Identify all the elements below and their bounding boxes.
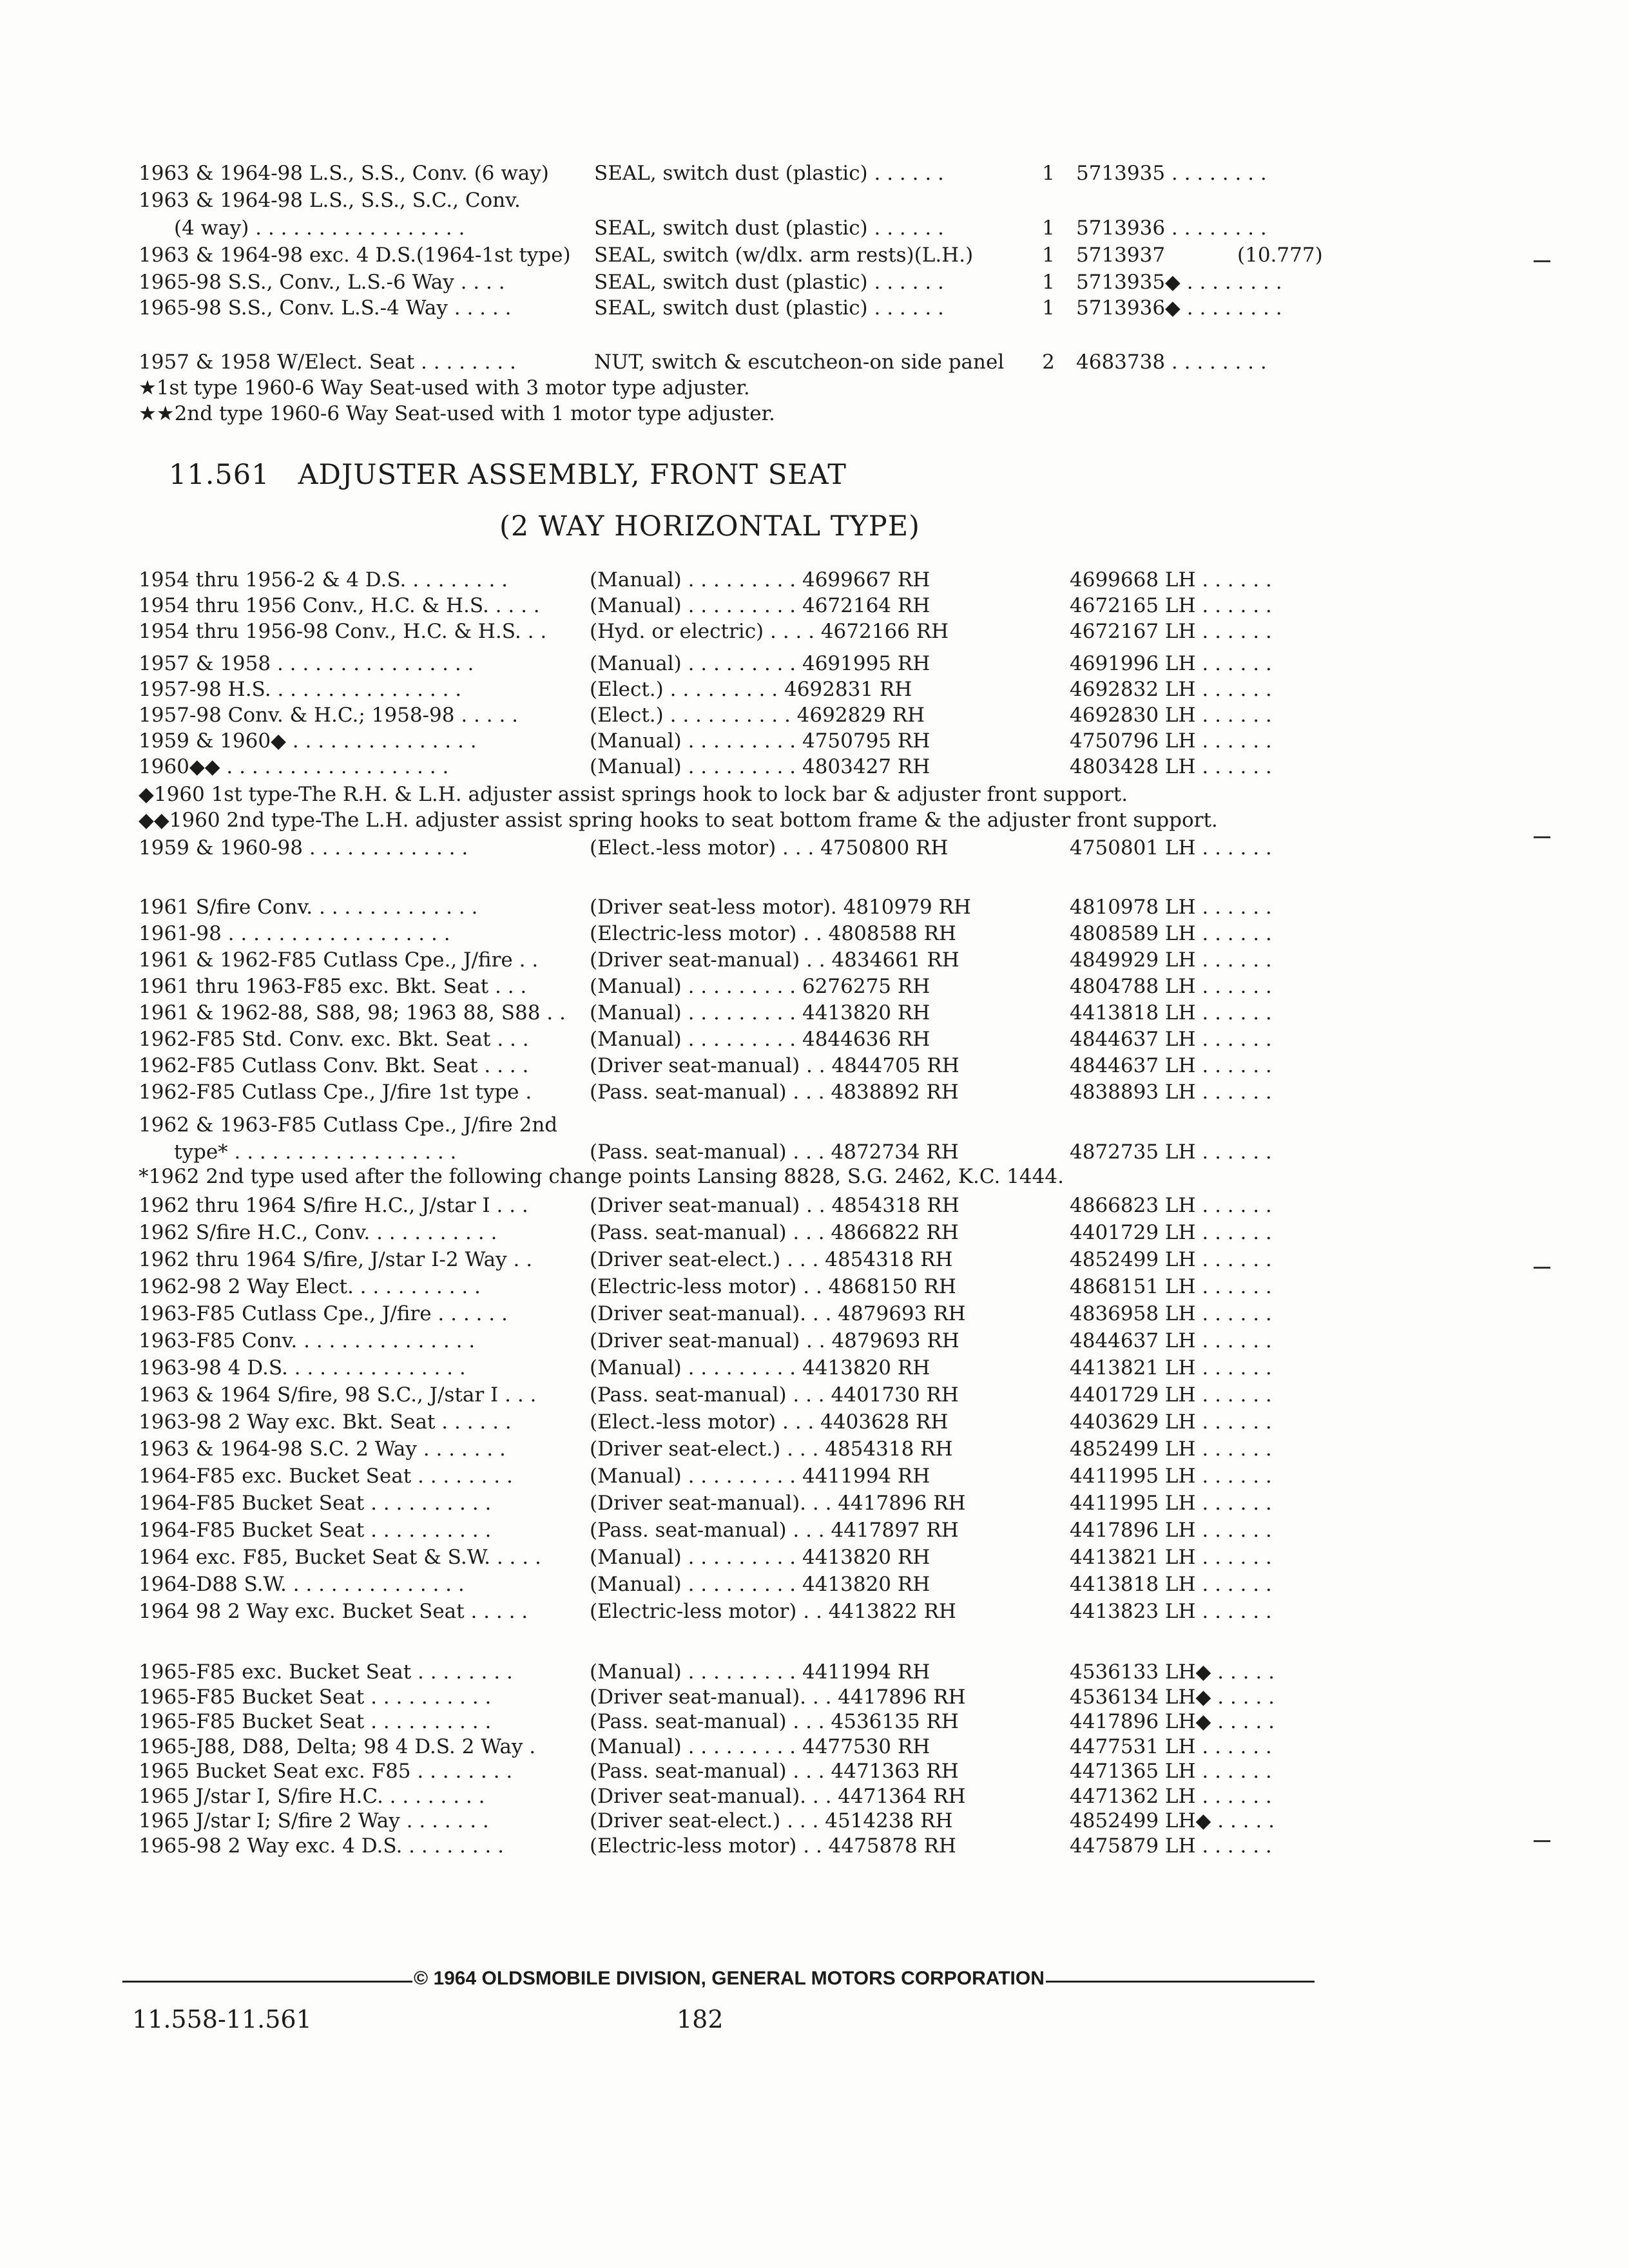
rh-part: (Manual) . . . . . . . . . 4413820 RH [590,1546,930,1569]
description: NUT, switch & escutcheon-on side panel [594,351,1005,374]
application: 1962 thru 1964 S/fire, J/star I-2 Way . . [139,1248,533,1271]
section-subtitle: (2 WAY HORIZONTAL TYPE) [499,510,920,543]
quantity: 1 [1042,216,1055,240]
rh-part: (Pass. seat-manual) . . . 4536135 RH [590,1710,959,1733]
rh-part: (Driver seat-manual). . . 4417896 RH [590,1685,966,1709]
lh-part: 4417896 LH◆ . . . . . [1070,1710,1275,1733]
lh-part: 4536133 LH◆ . . . . . [1070,1660,1275,1684]
lh-part: 4810978 LH . . . . . . [1070,896,1272,919]
lh-part: 4808589 LH . . . . . . [1070,922,1272,945]
rh-part: (Driver seat-manual) . . 4844705 RH [590,1054,959,1077]
lh-part: 4471362 LH . . . . . . [1070,1784,1272,1808]
lh-part: 4852499 LH . . . . . . [1070,1248,1272,1271]
application: 1963-F85 Cutlass Cpe., J/fire . . . . . . [139,1302,508,1325]
rh-part: (Driver seat-manual). . . 4417896 RH [590,1492,966,1515]
rh-part: (Electric-less motor) . . 4808588 RH [590,922,956,945]
rh-part: (Manual) . . . . . . . . . 4750795 RH [590,729,930,753]
lh-part: 4804788 LH . . . . . . [1070,975,1272,998]
application: 1965-F85 Bucket Seat . . . . . . . . . . [139,1710,492,1733]
application: 1965-98 S.S., Conv. L.S.-4 Way . . . . . [139,296,512,320]
quantity: 1 [1042,162,1055,185]
application: 1964 98 2 Way exc. Bucket Seat . . . . . [139,1600,528,1623]
application: 1957-98 Conv. & H.C.; 1958-98 . . . . . [139,704,519,727]
rh-part: (Manual) . . . . . . . . . 4844636 RH [590,1028,930,1051]
rh-part: (Manual) . . . . . . . . . 4691995 RH [590,652,930,675]
application: 1964-F85 Bucket Seat . . . . . . . . . . [139,1492,492,1515]
lh-part: 4411995 LH . . . . . . [1070,1492,1272,1515]
rh-part: (Driver seat-less motor). 4810979 RH [590,896,971,919]
rh-part: (Driver seat-manual). . . 4879693 RH [590,1302,966,1325]
part-number: 5713935◆ . . . . . . . . [1076,271,1282,294]
application: 1962-F85 Cutlass Conv. Bkt. Seat . . . . [139,1054,529,1077]
margin-mark [1534,1840,1550,1842]
lh-part: 4401729 LH . . . . . . [1070,1383,1272,1407]
rh-part: (Driver seat-elect.) . . . 4854318 RH [590,1437,953,1461]
application: 1965-J88, D88, Delta; 98 4 D.S. 2 Way . [139,1735,536,1758]
application: 1957-98 H.S. . . . . . . . . . . . . . . . [139,678,462,701]
application: 1964 exc. F85, Bucket Seat & S.W. . . . . [139,1546,541,1569]
part-number: 4683738 . . . . . . . . [1076,351,1267,374]
rh-part: (Driver seat-manual) . . 4854318 RH [590,1194,959,1217]
description: SEAL, switch dust (plastic) . . . . . . [594,296,944,320]
application: 1954 thru 1956 Conv., H.C. & H.S. . . . . [139,594,540,617]
lh-part: 4413818 LH . . . . . . [1070,1001,1272,1024]
application: 1954 thru 1956-98 Conv., H.C. & H.S. . . [139,620,547,643]
lh-part: 4852499 LH◆ . . . . . [1070,1809,1275,1832]
lh-part: 4403629 LH . . . . . . [1070,1410,1272,1434]
description: SEAL, switch dust (plastic) . . . . . . [594,216,944,240]
application: 1965-F85 Bucket Seat . . . . . . . . . . [139,1685,492,1709]
application: 1964-F85 exc. Bucket Seat . . . . . . . . [139,1465,513,1488]
lh-part: 4411995 LH . . . . . . [1070,1465,1272,1488]
application: 1965-F85 exc. Bucket Seat . . . . . . . . [139,1660,513,1684]
copyright-notice: © 1964 OLDSMOBILE DIVISION, GENERAL MOTORS CORPORATION [414,1968,1045,1989]
application: 1963 & 1964-98 L.S., S.S., Conv. (6 way) [139,162,549,185]
section-range: 11.558-11.561 [132,2005,312,2033]
application: 1954 thru 1956-2 & 4 D.S. . . . . . . . . [139,568,508,591]
application: 1963-98 2 Way exc. Bkt. Seat . . . . . . [139,1410,512,1434]
rh-part: (Elect.-less motor) . . . 4750800 RH [590,836,949,860]
application: 1964-D88 S.W. . . . . . . . . . . . . . . [139,1573,465,1596]
lh-part: 4852499 LH . . . . . . [1070,1437,1272,1461]
rh-part: (Pass. seat-manual) . . . 4417897 RH [590,1519,959,1542]
rh-part: (Manual) . . . . . . . . . 4411994 RH [590,1660,930,1684]
application: 1964-F85 Bucket Seat . . . . . . . . . . [139,1519,492,1542]
lh-part: 4471365 LH . . . . . . [1070,1760,1272,1783]
lh-part: 4475879 LH . . . . . . [1070,1834,1272,1858]
footnote: ◆1960 1st type-The R.H. & L.H. adjuster assist springs hook to lock bar & adjuster front support. [139,783,1128,806]
page-number: 182 [677,2005,724,2033]
rh-part: (Driver seat-elect.) . . . 4514238 RH [590,1809,953,1832]
part-number: 5713935 . . . . . . . . [1076,162,1267,185]
application: 1962 thru 1964 S/fire H.C., J/star I . . . [139,1194,528,1217]
lh-part: 4672165 LH . . . . . . [1070,594,1272,617]
rh-part: (Driver seat-manual) . . 4834661 RH [590,948,959,972]
lh-part: 4844637 LH . . . . . . [1070,1028,1272,1051]
section-title: ADJUSTER ASSEMBLY, FRONT SEAT [298,459,847,491]
rh-part: (Pass. seat-manual) . . . 4838892 RH [590,1081,959,1104]
rh-part: (Pass. seat-manual) . . . 4872734 RH [590,1140,959,1164]
lh-part: 4691996 LH . . . . . . [1070,652,1272,675]
application: 1961 & 1962-88, S88, 98; 1963 88, S88 . . [139,1001,566,1024]
lh-part: 4672167 LH . . . . . . [1070,620,1272,643]
lh-part: 4413818 LH . . . . . . [1070,1573,1272,1596]
application: 1959 & 1960◆ . . . . . . . . . . . . . . . [139,729,477,753]
application: 1961-98 . . . . . . . . . . . . . . . . . . [139,922,450,945]
rh-part: (Manual) . . . . . . . . . 4413820 RH [590,1356,930,1379]
description: SEAL, switch dust (plastic) . . . . . . [594,271,944,294]
application: 1962 S/fire H.C., Conv. . . . . . . . . . . [139,1221,497,1244]
lh-part: 4844637 LH . . . . . . [1070,1054,1272,1077]
description: SEAL, switch dust (plastic) . . . . . . [594,162,944,185]
footnote: ◆◆1960 2nd type-The L.H. adjuster assist spring hooks to seat bottom frame & the adjuster front support. [139,809,1218,832]
quantity: 2 [1042,351,1055,374]
lh-part: 4417896 LH . . . . . . [1070,1519,1272,1542]
lh-part: 4836958 LH . . . . . . [1070,1302,1272,1325]
lh-part: 4844637 LH . . . . . . [1070,1329,1272,1352]
application: 1963-98 4 D.S. . . . . . . . . . . . . . . [139,1356,466,1379]
margin-mark [1534,1267,1550,1269]
rh-part: (Electric-less motor) . . 4475878 RH [590,1834,956,1858]
application: 1961 thru 1963-F85 exc. Bkt. Seat . . . [139,975,527,998]
lh-part: 4838893 LH . . . . . . [1070,1081,1272,1104]
rh-part: (Manual) . . . . . . . . . 4413820 RH [590,1001,930,1024]
rh-part: (Pass. seat-manual) . . . 4401730 RH [590,1383,959,1407]
application: 1959 & 1960-98 . . . . . . . . . . . . . [139,836,468,860]
lh-part: 4849929 LH . . . . . . [1070,948,1272,972]
rh-part: (Manual) . . . . . . . . . 4411994 RH [590,1465,930,1488]
rh-part: (Electric-less motor) . . 4868150 RH [590,1275,956,1298]
rh-part: (Manual) . . . . . . . . . 4803427 RH [590,755,930,778]
rh-part: (Pass. seat-manual) . . . 4471363 RH [590,1760,959,1783]
lh-part: 4692830 LH . . . . . . [1070,704,1272,727]
lh-part: 4413821 LH . . . . . . [1070,1356,1272,1379]
application: 1965-98 S.S., Conv., L.S.-6 Way . . . . [139,271,505,294]
application: 1963 & 1964 S/fire, 98 S.C., J/star I . . . [139,1383,537,1407]
rh-part: (Manual) . . . . . . . . . 6276275 RH [590,975,930,998]
application: 1965 J/star I, S/fire H.C. . . . . . . . . [139,1784,485,1808]
footnote: *1962 2nd type used after the following change points Lansing 8828, S.G. 2462, K.C. 1444. [139,1165,1064,1188]
application: 1962 & 1963-F85 Cutlass Cpe., J/fire 2nd [139,1113,558,1137]
lh-part: 4477531 LH . . . . . . [1070,1735,1272,1758]
part-number: 5713936 . . . . . . . . [1076,216,1267,240]
footnote: ★1st type 1960-6 Way Seat-used with 3 motor type adjuster. [139,376,750,399]
application: 1963 & 1964-98 L.S., S.S., S.C., Conv. [139,189,521,212]
application: 1965 Bucket Seat exc. F85 . . . . . . . . [139,1760,513,1783]
application: 1962-F85 Cutlass Cpe., J/fire 1st type . [139,1081,532,1104]
application: 1961 & 1962-F85 Cutlass Cpe., J/fire . . [139,948,539,972]
application: 1957 & 1958 W/Elect. Seat . . . . . . . . [139,351,516,374]
rh-part: (Manual) . . . . . . . . . 4672164 RH [590,594,930,617]
lh-part: 4872735 LH . . . . . . [1070,1140,1272,1164]
margin-mark [1534,836,1550,838]
application: 1962-98 2 Way Elect. . . . . . . . . . . [139,1275,481,1298]
margin-mark [1534,260,1550,262]
rh-part: (Pass. seat-manual) . . . 4866822 RH [590,1221,959,1244]
lh-part: 4750796 LH . . . . . . [1070,729,1272,753]
application: 1962-F85 Std. Conv. exc. Bkt. Seat . . . [139,1028,529,1051]
rh-part: (Manual) . . . . . . . . . 4477530 RH [590,1735,930,1758]
quantity: 1 [1042,271,1055,294]
application: 1965 J/star I; S/fire 2 Way . . . . . . . [139,1809,489,1832]
rh-part: (Electric-less motor) . . 4413822 RH [590,1600,956,1623]
lh-part: 4692832 LH . . . . . . [1070,678,1272,701]
lh-part: 4803428 LH . . . . . . [1070,755,1272,778]
application: type* . . . . . . . . . . . . . . . . . . [174,1140,457,1164]
part-number: 5713937 [1076,244,1166,267]
application: (4 way) . . . . . . . . . . . . . . . . . [174,216,465,240]
description: SEAL, switch (w/dlx. arm rests)(L.H.) [594,244,974,267]
rh-part: (Driver seat-manual) . . 4879693 RH [590,1329,959,1352]
application: 1960◆◆ . . . . . . . . . . . . . . . . . . [139,755,449,778]
lh-part: 4699668 LH . . . . . . [1070,568,1272,591]
lh-part: 4536134 LH◆ . . . . . [1070,1685,1275,1709]
lh-part: 4413821 LH . . . . . . [1070,1546,1272,1569]
lh-part: 4868151 LH . . . . . . [1070,1275,1272,1298]
lh-part: 4750801 LH . . . . . . [1070,836,1272,860]
rh-part: (Driver seat-manual). . . 4471364 RH [590,1784,966,1808]
application: 1965-98 2 Way exc. 4 D.S. . . . . . . . . [139,1834,504,1858]
lh-part: 4413823 LH . . . . . . [1070,1600,1272,1623]
section-heading [169,459,847,491]
rh-part: (Hyd. or electric) . . . . 4672166 RH [590,620,949,643]
rh-part: (Elect.) . . . . . . . . . 4692831 RH [590,678,912,701]
rh-part: (Elect.-less motor) . . . 4403628 RH [590,1410,949,1434]
rh-part: (Driver seat-elect.) . . . 4854318 RH [590,1248,953,1271]
rh-part: (Manual) . . . . . . . . . 4413820 RH [590,1573,930,1596]
application: 1961 S/fire Conv. . . . . . . . . . . . . . [139,896,478,919]
part-number: 5713936◆ . . . . . . . . [1076,296,1282,320]
section-number: 11.561 [169,459,270,491]
application: 1963-F85 Conv. . . . . . . . . . . . . . . [139,1329,476,1352]
application: 1963 & 1964-98 exc. 4 D.S.(1964-1st type) [139,244,571,267]
group-reference: (10.777) [1237,244,1323,267]
quantity: 1 [1042,296,1055,320]
lh-part: 4866823 LH . . . . . . [1070,1194,1272,1217]
footnote: ★★2nd type 1960-6 Way Seat-used with 1 motor type adjuster. [139,402,775,425]
rh-part: (Elect.) . . . . . . . . . . 4692829 RH [590,704,925,727]
application: 1957 & 1958 . . . . . . . . . . . . . . . . [139,652,474,675]
lh-part: 4401729 LH . . . . . . [1070,1221,1272,1244]
application: 1963 & 1964-98 S.C. 2 Way . . . . . . . [139,1437,506,1461]
quantity: 1 [1042,244,1055,267]
rh-part: (Manual) . . . . . . . . . 4699667 RH [590,568,930,591]
